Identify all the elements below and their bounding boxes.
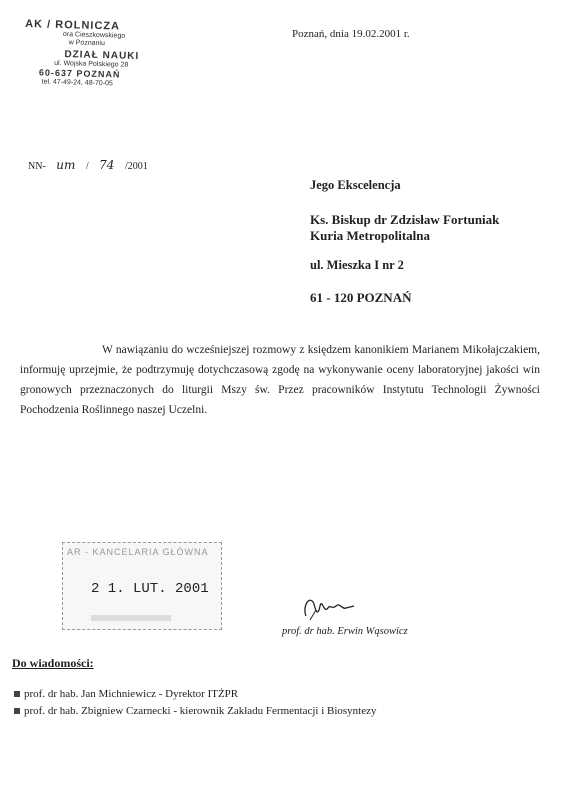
recipient-title: Jego Ekscelencja (310, 178, 401, 192)
letter-date: Poznań, dnia 19.02.2001 r. (292, 28, 410, 40)
received-stamp-header: AR - KANCELARIA GŁÓWNA (67, 547, 209, 557)
recipient-institution: Kuria Metropolitalna (310, 228, 431, 243)
bullet-icon (14, 691, 20, 697)
list-item (14, 686, 377, 703)
ref-prefix: NN- (28, 161, 46, 172)
recipient-city: 61 - 120 POZNAŃ (310, 290, 412, 305)
ref-number: 74 (99, 158, 115, 172)
stamp-line-3: w Poznaniu (68, 39, 105, 48)
received-stamp-field (91, 615, 171, 621)
sender-stamp (23, 18, 176, 122)
recipient-name: Ks. Biskup dr Zdzisław Fortuniak (310, 212, 500, 227)
ref-code: um (56, 158, 76, 172)
signatory-name: prof. dr hab. Erwin Wąsowicz (282, 626, 408, 637)
bullet-icon (14, 708, 20, 714)
stamp-line-6: 60-637 POZNAŃ (38, 67, 121, 80)
received-stamp (62, 542, 222, 630)
ref-year: /2001 (124, 161, 148, 172)
stamp-line-7: tel. 47-49-24, 48-70-05 (41, 78, 113, 88)
recipient-street: ul. Mieszka I nr 2 (310, 258, 404, 272)
received-stamp-date: 2 1. LUT. 2001 (91, 581, 209, 597)
reference-number (28, 158, 148, 172)
cc-item-text: prof. dr hab. Zbigniew Czarnecki - kierownik Zakładu Fermentacji i Biosyntezy (24, 705, 377, 717)
ref-slash: / (85, 161, 89, 172)
stamp-line-5: ul. Wojska Polskiego 28 (54, 59, 129, 69)
list-item (14, 703, 377, 720)
letter-body (20, 340, 540, 420)
stamp-line-2: ora Cieszkowskiego (62, 31, 126, 40)
cc-heading: Do wiadomości: (12, 656, 94, 670)
stamp-line-1: AK / ROLNICZA (25, 18, 121, 33)
stamp-line-4: DZIAŁ NAUKI (64, 49, 140, 63)
cc-item-text: prof. dr hab. Jan Michniewicz - Dyrektor ITŻPR (24, 688, 239, 700)
signature-scribble (300, 590, 360, 629)
body-paragraph: W nawiązaniu do wcześniejszej rozmowy z księdzem kanonikiem Marianem Mikołajczakiem, informuję uprzejmie, że podtrzymuję dotychczasową zgodę na wykonywanie oceny laboratoryjnej jakości win gronowych przeznaczonych do liturgii Mszy św. Przez pracowników Instytutu Technologii Żywności Pochodzenia Roślinnego naszej Uczelni. (20, 344, 540, 416)
cc-list (14, 686, 377, 720)
